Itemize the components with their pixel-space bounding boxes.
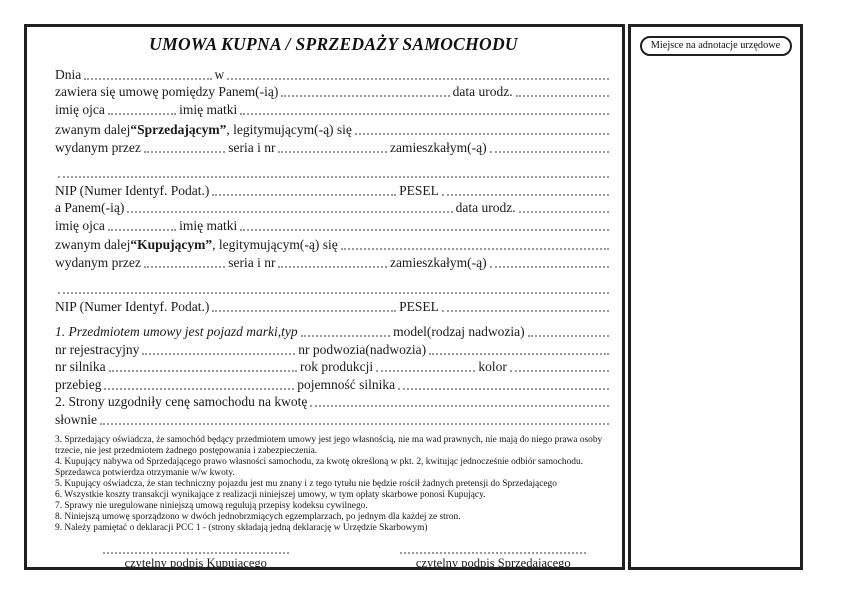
field-label: data urodz. bbox=[455, 200, 516, 215]
field-label: NIP (Numer Identyf. Podat.) bbox=[55, 298, 210, 314]
form-line bbox=[55, 393, 612, 411]
clause-text: 4. Kupujący nabywa od Sprzedającego prawo własności samochodu, za kwotę określoną w pkt. 2, kwitując jednocześnie odbiór samochodu. Sprzedawca potwierdza otrzymanie w/w kwoty. bbox=[55, 456, 583, 478]
dotted-fill-line bbox=[281, 93, 449, 97]
dotted-fill-line bbox=[516, 93, 609, 97]
dotted-fill-line bbox=[212, 192, 396, 196]
form-line bbox=[55, 280, 612, 298]
dotted-fill-line bbox=[278, 264, 387, 268]
form-line bbox=[55, 236, 612, 254]
field-label: imię matki bbox=[179, 101, 238, 117]
official-annotations-stamp-box: Miejsce na adnotacje urzędowe bbox=[640, 36, 792, 56]
dotted-fill-line bbox=[58, 174, 609, 178]
field-label: słownie bbox=[55, 411, 97, 427]
form-line bbox=[55, 323, 612, 341]
dotted-fill-line bbox=[58, 290, 609, 294]
signature-section bbox=[77, 548, 612, 571]
field-label: , legitymującym(-ą) się bbox=[226, 122, 352, 137]
dotted-fill-line bbox=[490, 264, 609, 268]
field-label: 1. Przedmiotem umowy jest pojazd marki,typ bbox=[55, 324, 298, 339]
field-label: imię ojca bbox=[55, 217, 105, 233]
form-line bbox=[55, 121, 612, 139]
dotted-fill-line bbox=[240, 111, 609, 115]
dotted-fill-line bbox=[376, 368, 475, 372]
dotted-fill-line bbox=[108, 227, 176, 231]
clause-text: 9. Należy pamiętać o deklaracji PCC 1 - (strony składają jedną deklarację w Urzędzie Skarbowym) bbox=[55, 522, 428, 533]
dotted-fill-line bbox=[490, 149, 609, 153]
form-line bbox=[55, 358, 612, 376]
field-label: zamieszkałym(-ą) bbox=[389, 254, 487, 270]
buyer-signature-block bbox=[77, 548, 315, 571]
form-fields-section bbox=[55, 65, 612, 428]
field-label: wydanym przez bbox=[55, 139, 141, 155]
dotted-fill-line bbox=[278, 149, 387, 153]
field-label: zawiera się umowę pomiędzy Panem(-ią) bbox=[55, 84, 279, 99]
field-label: imię matki bbox=[179, 217, 238, 233]
seller-signature-line bbox=[400, 548, 586, 554]
official-annotations-panel bbox=[628, 24, 803, 570]
field-label: model(rodzaj nadwozia) bbox=[393, 324, 525, 339]
dotted-fill-line bbox=[310, 403, 609, 407]
form-line bbox=[55, 65, 612, 83]
dotted-fill-line bbox=[528, 333, 609, 337]
form-line bbox=[55, 410, 612, 428]
field-label: kolor bbox=[478, 359, 507, 374]
field-label: data urodz. bbox=[452, 84, 513, 99]
form-line bbox=[55, 138, 612, 156]
field-label: “Kupującym” bbox=[130, 237, 213, 252]
clause-text: 3. Sprzedający oświadcza, że samochód będący przedmiotem umowy jest jego własnością, nie ma wad prawnych, nie mają do niego prawa osoby trzecie, nie jest przedmiotem żadnego postępowania i zabezpieczenia. bbox=[55, 434, 603, 456]
clause-text: 5. Kupujący oświadcza, że stan techniczny pojazdu jest mu znany i z tego tytułu nie będzie rościł żadnych pretensji do Sprzedającego bbox=[55, 478, 557, 489]
contract-clauses bbox=[55, 435, 615, 534]
field-label: zwanym dalej bbox=[55, 237, 131, 252]
dotted-fill-line bbox=[442, 308, 609, 312]
field-label: 2. Strony uzgodniły cenę samochodu na kwotę bbox=[55, 394, 308, 409]
field-label: zamieszkałym(-ą) bbox=[389, 139, 487, 155]
field-label: wydanym przez bbox=[55, 254, 141, 270]
dotted-fill-line bbox=[429, 351, 609, 355]
field-label: PESEL bbox=[399, 298, 439, 314]
dotted-fill-line bbox=[212, 308, 396, 312]
field-label: PESEL bbox=[399, 182, 439, 198]
dotted-fill-line bbox=[144, 149, 225, 153]
dotted-fill-line bbox=[398, 386, 609, 390]
field-label: , legitymującym(-ą) się bbox=[212, 237, 338, 252]
field-label: nr podwozia(nadwozia) bbox=[298, 341, 427, 357]
dotted-fill-line bbox=[104, 386, 294, 390]
field-label: nr silnika bbox=[55, 359, 106, 374]
dotted-fill-line bbox=[108, 111, 176, 115]
dotted-fill-line bbox=[301, 333, 390, 337]
dotted-fill-line bbox=[100, 421, 609, 425]
seller-signature-label: czytelny podpis Sprzedającego bbox=[415, 555, 571, 570]
dotted-fill-line bbox=[144, 264, 225, 268]
dotted-fill-line bbox=[341, 246, 609, 250]
dotted-fill-line bbox=[142, 351, 295, 355]
field-label: Dnia bbox=[55, 66, 82, 82]
seller-signature-block bbox=[375, 548, 613, 571]
field-label: nr rejestracyjny bbox=[55, 341, 140, 357]
dotted-fill-line bbox=[442, 192, 609, 196]
clause-text: 6. Wszystkie koszty transakcji wynikające z realizacji niniejszej umowy, w tym opłaty skarbowe ponosi Kupujący. bbox=[55, 489, 486, 500]
field-label: seria i nr bbox=[228, 254, 276, 270]
field-label: przebieg bbox=[55, 376, 102, 392]
field-label: seria i nr bbox=[228, 139, 276, 155]
form-line bbox=[55, 340, 612, 358]
contract-form bbox=[24, 24, 625, 570]
form-line bbox=[55, 181, 612, 199]
clause-text: 8. Niniejszą umowę sporządzono w dwóch jednobrzmiących egzemplarzach, po jednym dla każdej ze stron. bbox=[55, 511, 461, 522]
field-label: w bbox=[214, 66, 225, 82]
field-label: imię ojca bbox=[55, 101, 105, 117]
dotted-fill-line bbox=[355, 131, 609, 135]
field-label: “Sprzedającym” bbox=[130, 122, 227, 137]
buyer-signature-line bbox=[103, 548, 289, 554]
dotted-fill-line bbox=[109, 368, 297, 372]
page-title: UMOWA KUPNA / SPRZEDAŻY SAMOCHODU bbox=[149, 34, 518, 54]
form-line bbox=[55, 253, 612, 271]
dotted-fill-line bbox=[510, 368, 609, 372]
dotted-fill-line bbox=[127, 209, 452, 213]
form-line bbox=[55, 216, 612, 234]
clause-text: 7. Sprawy nie uregulowane niniejszą umową regulują przepisy kodeksu cywilnego. bbox=[55, 500, 368, 511]
dotted-fill-line bbox=[227, 76, 609, 80]
field-label: zwanym dalej bbox=[55, 122, 131, 137]
form-line bbox=[55, 164, 612, 182]
field-label: rok produkcji bbox=[300, 359, 374, 374]
dotted-fill-line bbox=[519, 209, 609, 213]
field-label: pojemność silnika bbox=[297, 376, 396, 392]
form-line bbox=[55, 297, 612, 315]
field-label: NIP (Numer Identyf. Podat.) bbox=[55, 182, 210, 198]
field-label: a Panem(-ią) bbox=[55, 200, 125, 215]
form-line bbox=[55, 100, 612, 118]
dotted-fill-line bbox=[240, 227, 609, 231]
form-line bbox=[55, 83, 612, 101]
buyer-signature-label: czytelny podpis Kupującego bbox=[124, 555, 267, 570]
form-line bbox=[55, 375, 612, 393]
form-line bbox=[55, 199, 612, 217]
dotted-fill-line bbox=[84, 76, 211, 80]
